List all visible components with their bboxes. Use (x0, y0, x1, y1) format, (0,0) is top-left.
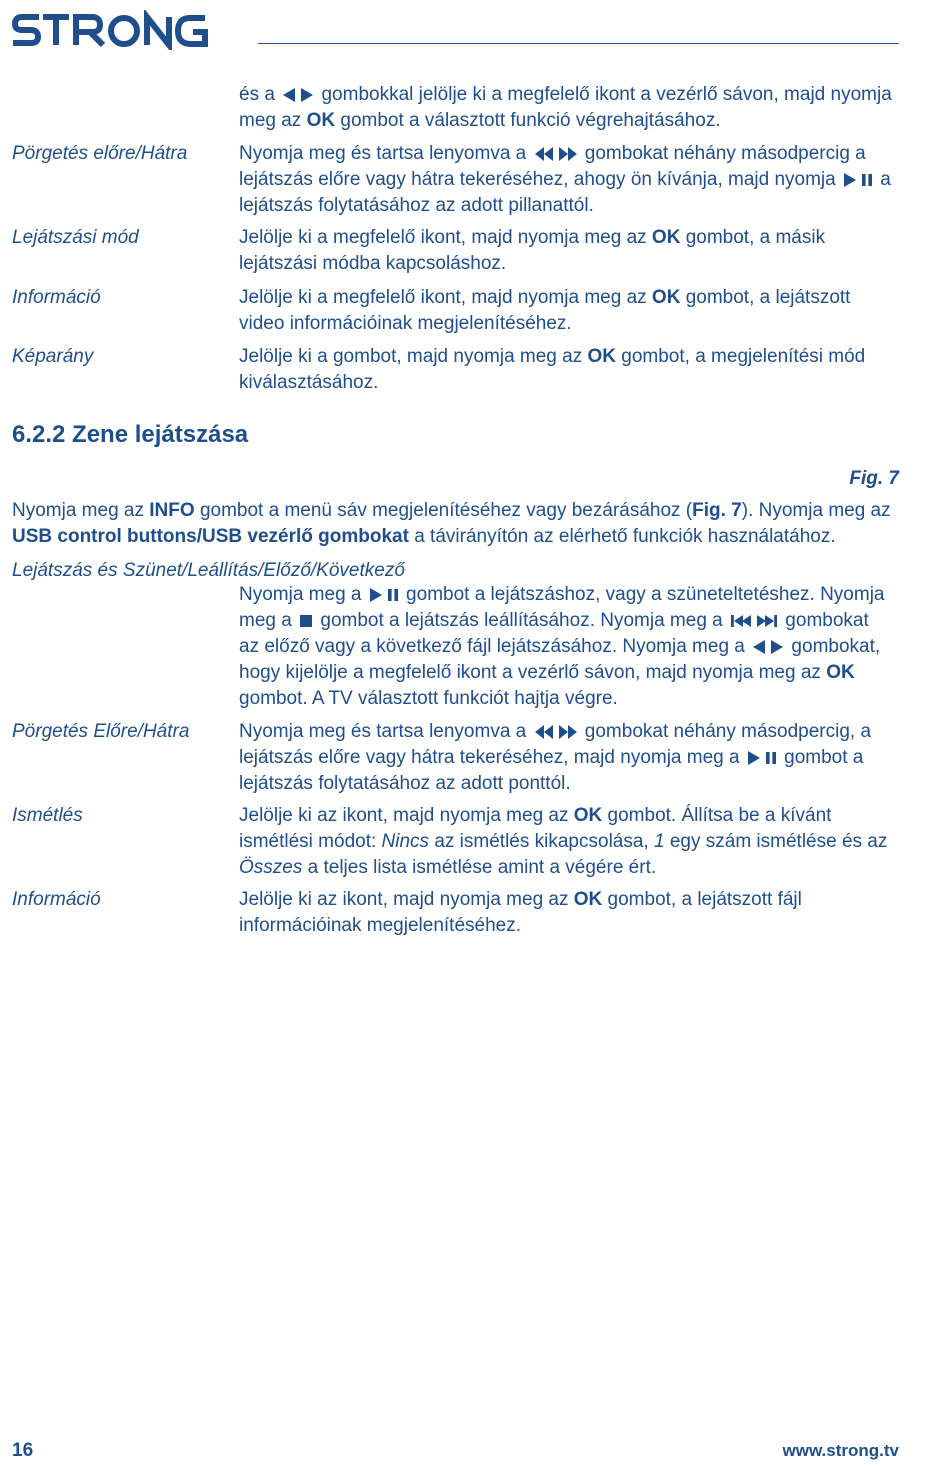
text-run: a teljes lista ismétlése amint a végére ért. (302, 857, 657, 878)
text-line (239, 660, 899, 686)
text-run: gombot, a megjelenítési mód (616, 346, 866, 367)
text-run: gombot a választott funkció végrehajtásához. (335, 110, 721, 131)
left-arrow-icon (282, 87, 296, 103)
section-subheading: Lejátszás és Szünet/Leállítás/Előző/Következő (12, 560, 405, 581)
control-term: Lejátszási mód (12, 227, 139, 248)
bold-text: OK (651, 227, 681, 248)
text-line (239, 108, 899, 134)
text-line (239, 285, 899, 311)
bold-text: OK (826, 662, 855, 683)
rewind-icon (534, 146, 554, 162)
text-run: Jelölje ki a megfelelő ikont, majd nyomja meg az (239, 287, 652, 308)
right-arrow-icon (770, 639, 784, 655)
bold-text: OK (306, 110, 336, 131)
text-line (239, 634, 899, 660)
text-line (239, 855, 899, 881)
control-term: Információ (12, 889, 101, 910)
text-run: gombokkal jelölje ki a megfelelő ikont a vezérlő sávon, majd nyomja (316, 84, 892, 105)
text-run: meg az (239, 110, 307, 131)
text-line (239, 582, 899, 608)
text-run: Nyomja meg a (239, 584, 367, 605)
text-run: hogy kijelölje a megfelelő ikont a vezérlő sávon, majd nyomja meg az (239, 662, 827, 683)
text-run: a (875, 169, 891, 190)
control-term: Pörgetés előre/Hátra (12, 143, 188, 164)
text-line (239, 803, 899, 829)
text-line (239, 608, 899, 634)
text-run: Nyomja meg és tartsa lenyomva a (239, 143, 532, 164)
control-description (239, 344, 899, 396)
control-term: Pörgetés Előre/Hátra (12, 721, 190, 742)
play-icon (843, 172, 857, 188)
control-description (239, 141, 899, 219)
italic-text: Összes (239, 857, 303, 878)
text-line (239, 167, 899, 193)
text-run: gombot. A TV választott funkciót hajtja végre. (239, 688, 618, 709)
pause-icon (861, 172, 873, 188)
section-heading: 6.2.2 Zene lejátszása (12, 421, 249, 448)
text-run: gombokat, (786, 636, 881, 657)
bold-text: OK (573, 805, 603, 826)
previous-icon (730, 613, 752, 629)
text-run: gombot a lejátszáshoz, vagy a szüneteltetéshez. Nyomja (400, 584, 885, 605)
text-line (239, 829, 899, 855)
bold-text: OK (573, 889, 603, 910)
rewind-icon (534, 724, 554, 740)
text-run: gombot, a lejátszott (680, 287, 851, 308)
bold-text: USB control buttons/USB vezérlő gombokat (12, 526, 409, 547)
pause-icon (765, 750, 777, 766)
text-run: az előző vagy a következő fájl lejátszásához. Nyomja meg a (239, 636, 751, 657)
text-run: gombokat néhány másodpercig a (579, 143, 866, 164)
text-run: gombot a lejátszás leállításához. Nyomja meg a (315, 610, 729, 631)
text-run: Jelölje ki az ikont, majd nyomja meg az (239, 889, 574, 910)
control-description (239, 225, 899, 277)
bold-text: INFO (149, 500, 195, 521)
control-term: Képarány (12, 346, 94, 367)
text-line (239, 719, 899, 745)
control-description (239, 887, 899, 939)
text-run: Jelölje ki az ikont, majd nyomja meg az (239, 805, 574, 826)
text-run: gombokat (780, 610, 869, 631)
bold-text: OK (651, 287, 681, 308)
text-run: információinak megjelenítéséhez. (239, 915, 521, 936)
text-run: gombot, a lejátszott fájl (602, 889, 802, 910)
text-line (239, 887, 899, 913)
text-run: lejátszás előre vagy hátra tekeréséhez, majd nyomja meg a (239, 747, 745, 768)
text-line (12, 498, 900, 524)
right-arrow-icon (300, 87, 314, 103)
play-icon (369, 587, 383, 603)
text-line (12, 524, 900, 550)
text-line (239, 311, 899, 337)
text-line (239, 141, 899, 167)
text-line (239, 771, 899, 797)
italic-text: 1 (653, 831, 665, 852)
text-run: gombot a menü sáv megjelenítéséhez vagy bezárásához ( (194, 500, 693, 521)
text-run: gombokat néhány másodpercig, a (579, 721, 872, 742)
fast-forward-icon (558, 724, 578, 740)
text-run: meg a (239, 610, 298, 631)
text-line (239, 370, 899, 396)
text-line (239, 82, 899, 108)
text-run: Nyomja meg az (12, 500, 150, 521)
text-run: kiválasztásához. (239, 372, 379, 393)
next-icon (756, 613, 778, 629)
text-run: gombot. Állítsa be a kívánt (602, 805, 832, 826)
text-run: és a (239, 84, 281, 105)
text-run: lejátszás előre vagy hátra tekeréséhez, ahogy ön kívánja, majd nyomja (239, 169, 841, 190)
control-description (239, 719, 899, 797)
play-icon (747, 750, 761, 766)
text-run: lejátszás folytatásához az adott pillanattól. (239, 195, 594, 216)
text-run: az ismétlés kikapcsolása, (429, 831, 654, 852)
control-term: Információ (12, 287, 101, 308)
stop-icon (299, 613, 313, 629)
control-term: Ismétlés (12, 805, 83, 826)
control-description (239, 82, 899, 134)
control-description (239, 582, 899, 712)
text-run: gombot, a másik (680, 227, 826, 248)
text-run: a távirányítón az elérhető funkciók használatához. (408, 526, 836, 547)
text-line (239, 913, 899, 939)
text-line (239, 686, 899, 712)
fast-forward-icon (558, 146, 578, 162)
text-run: egy szám ismétlése és az (664, 831, 888, 852)
text-run: video információinak megjelenítéséhez. (239, 313, 572, 334)
control-description (239, 803, 899, 881)
text-run: Jelölje ki a megfelelő ikont, majd nyomja meg az (239, 227, 652, 248)
text-line (239, 225, 899, 251)
text-line (239, 251, 899, 277)
text-run: ismétlési módot: (239, 831, 382, 852)
control-description (239, 285, 899, 337)
text-run: ). Nyomja meg az (741, 500, 891, 521)
page-number: 16 (12, 1440, 34, 1461)
text-run: Nyomja meg és tartsa lenyomva a (239, 721, 532, 742)
text-line (239, 193, 899, 219)
bold-text: OK (587, 346, 616, 367)
left-arrow-icon (752, 639, 766, 655)
pause-icon (387, 587, 399, 603)
header-rule (258, 43, 899, 44)
text-line (239, 344, 899, 370)
section-intro (12, 498, 900, 550)
text-run: Jelölje ki a gombot, majd nyomja meg az (239, 346, 588, 367)
text-run: lejátszás folytatásához az adott ponttól. (239, 773, 571, 794)
italic-text: Nincs (381, 831, 430, 852)
text-line (239, 745, 899, 771)
figure-label: Fig. 7 (849, 468, 899, 489)
text-run: lejátszási módba kapcsoláshoz. (239, 253, 507, 274)
strong-logo (12, 10, 214, 50)
website-url: www.strong.tv (782, 1441, 899, 1460)
text-run: gombot a (778, 747, 864, 768)
bold-text: Fig. 7 (692, 500, 742, 521)
